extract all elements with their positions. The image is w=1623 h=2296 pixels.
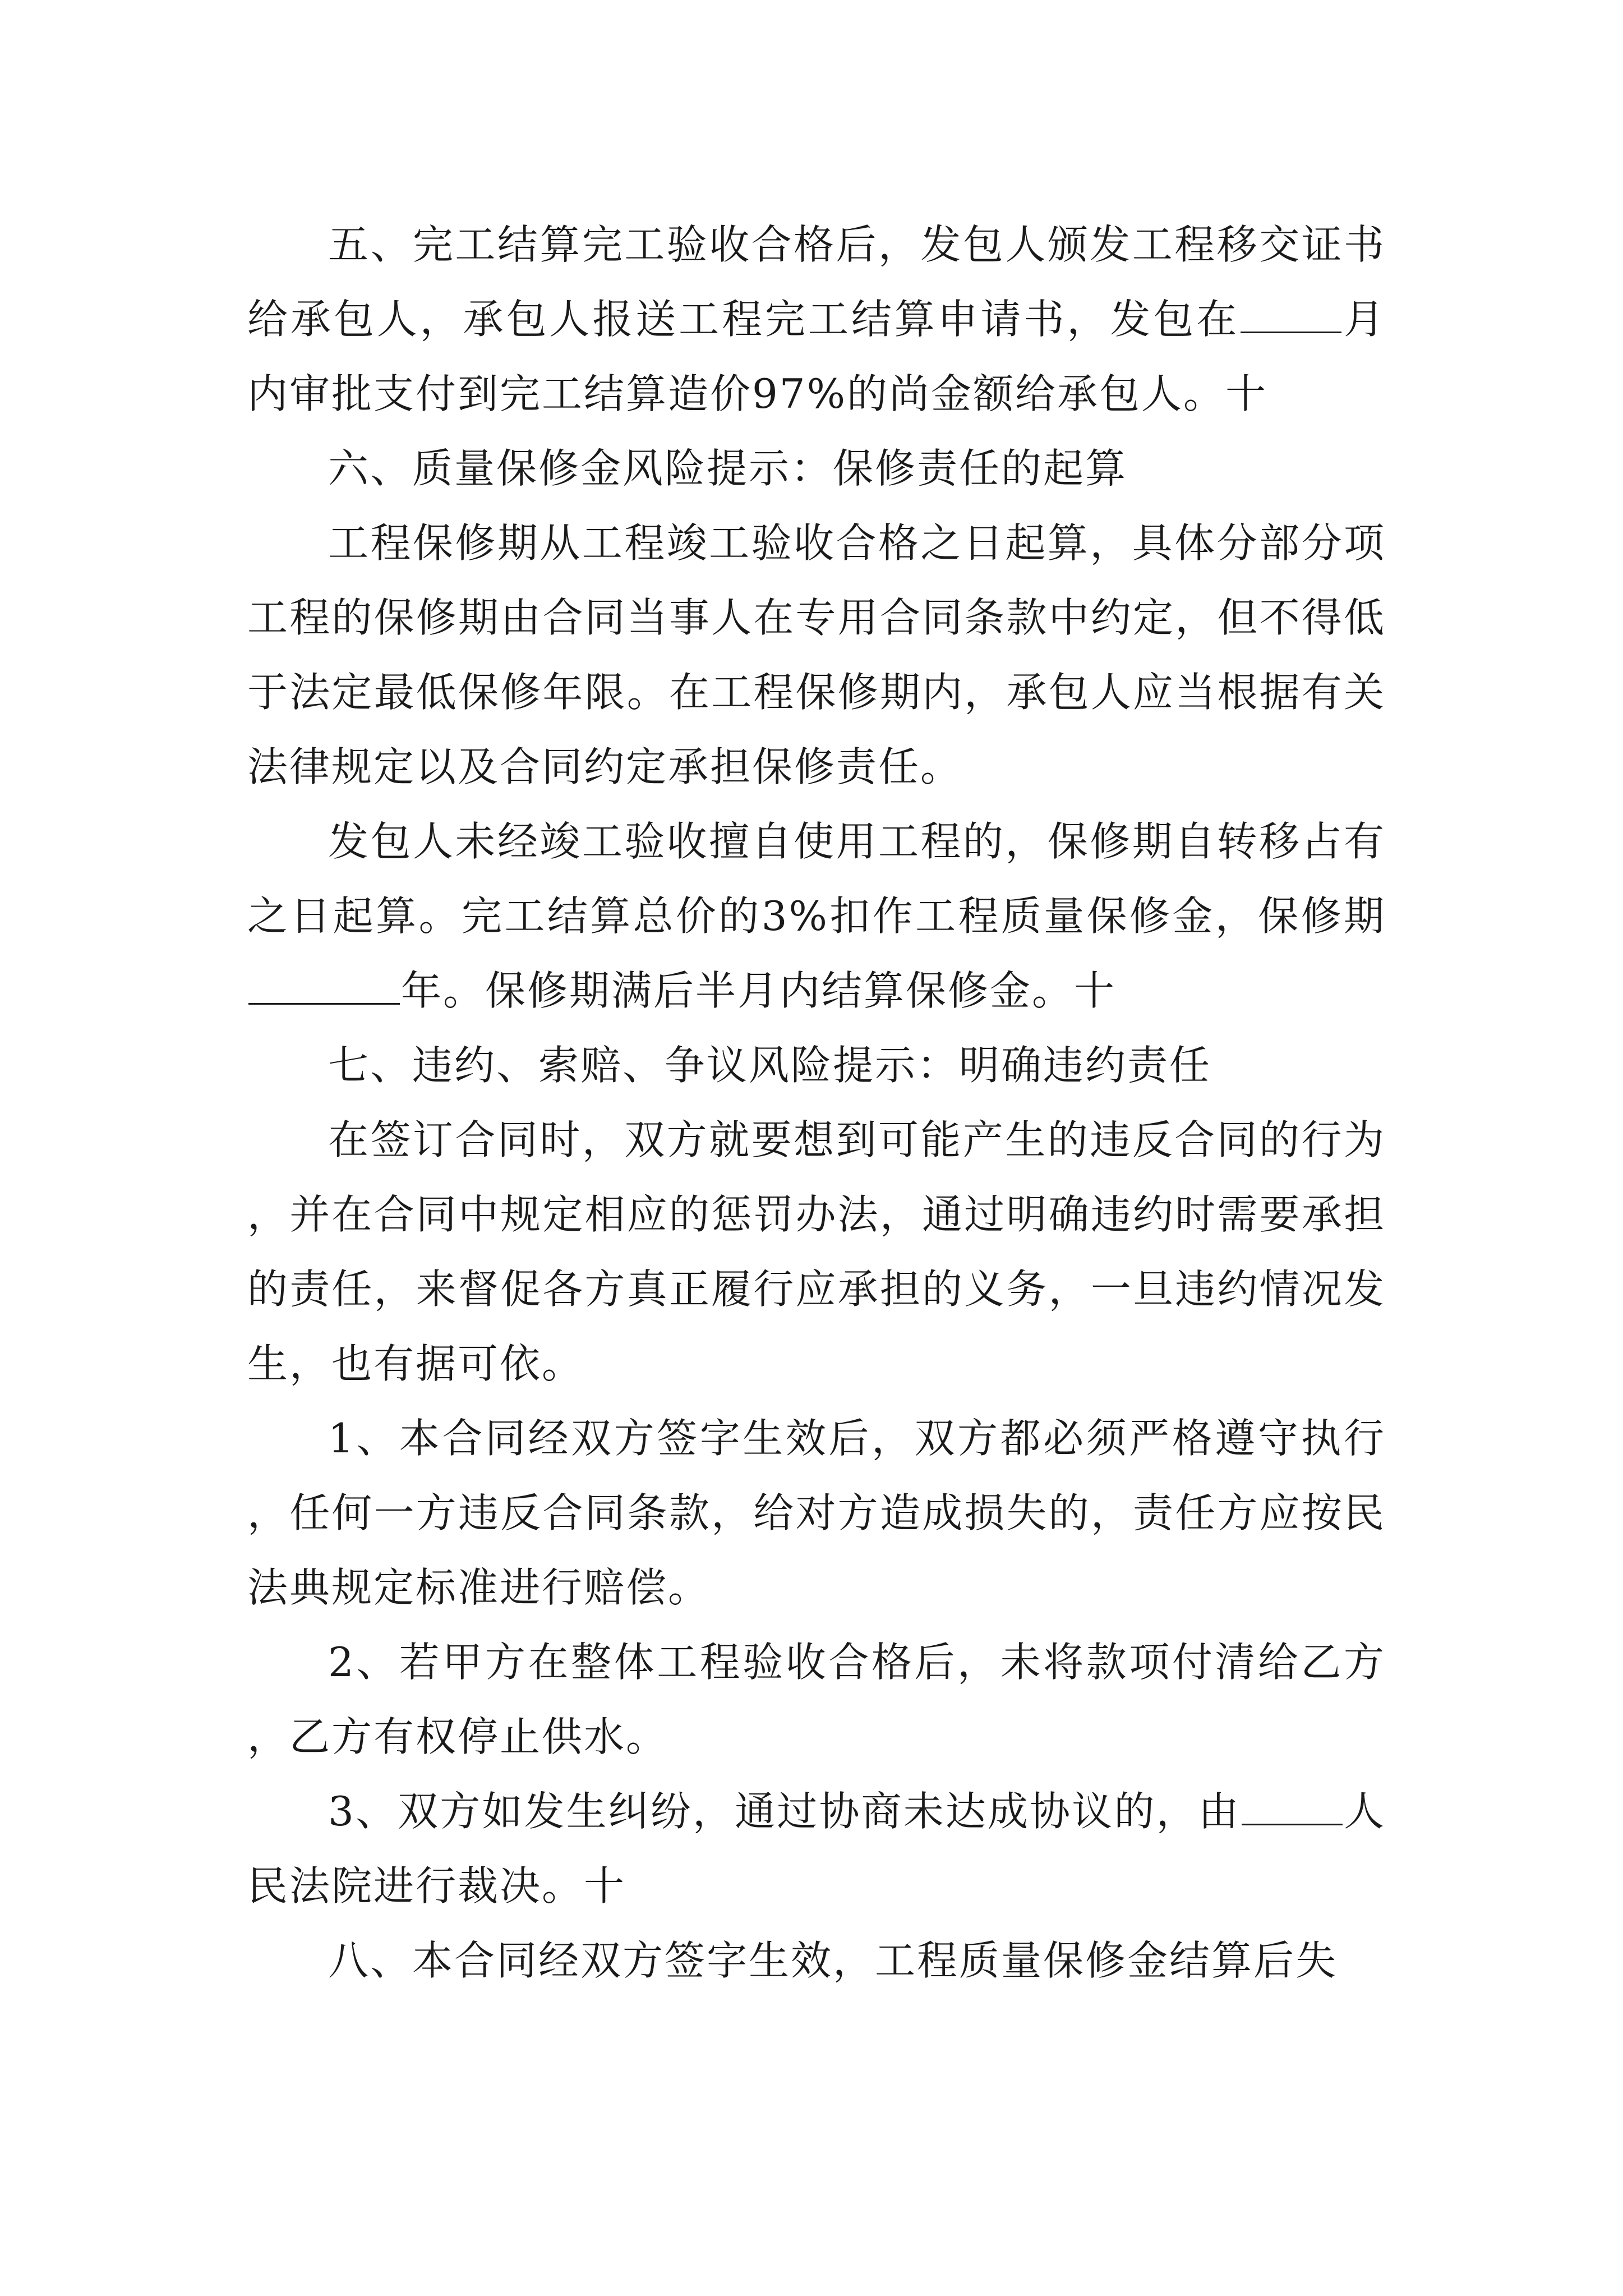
clause-seven-heading: 七、违约、索赔、争议风险提示：明确违约责任	[328, 1042, 1212, 1089]
document-body	[247, 208, 1386, 1998]
item-two-paragraph: 2、若甲方在整体工程验收合格后，未将款项付清给乙方，乙方有权停止供水。	[247, 1639, 1386, 1760]
item-three-text-b: 人民法院进行裁决。十	[247, 1788, 1386, 1910]
fill-in-blank-months	[1241, 295, 1341, 333]
item-one-paragraph: 1、本合同经双方签字生效后，双方都必须严格遵守执行，任何一方违反合同条款，给对方造成损失的，责任方应按民法典规定标准进行赔偿。	[247, 1415, 1386, 1611]
item-three-paragraph	[247, 1774, 1386, 1924]
warranty-start-paragraph: 工程保修期从工程竣工验收合格之日起算，具体分部分项工程的保修期由合同当事人在专用合同条款中约定，但不得低于法定最低保修年限。在工程保修期内，承包人应当根据有关法律规定以及合同约定承担保修责任。	[247, 519, 1386, 790]
clause-six-heading: 六、质量保修金风险提示：保修责任的起算	[328, 445, 1128, 492]
clause-five-text-a: 五、完工结算完工验收合格后，发包人颁发工程移交证书给承包人，承包人报送工程完工结算申请书，发包在	[247, 221, 1386, 343]
breach-liability-paragraph: 在签订合同时，双方就要想到可能产生的违反合同的行为，并在合同中规定相应的惩罚办法，通过明确违约时需要承担的责任，来督促各方真正履行应承担的义务，一旦违约情况发生，也有据可依。	[247, 1116, 1386, 1387]
clause-five-text-b: 月内审批支付到完工结算造价97%的尚金额给承包人。十	[247, 296, 1386, 417]
fill-in-blank-years	[248, 967, 400, 1005]
warranty-deposit-paragraph	[247, 804, 1386, 1028]
clause-eight-paragraph: 八、本合同经双方签字生效，工程质量保修金结算后失	[328, 1937, 1338, 1984]
warranty-deposit-text-b: 年。保修期满后半月内结算保修金。十	[401, 967, 1117, 1014]
item-three-text-a: 3、双方如发生纠纷，通过协商未达成协议的，由	[328, 1788, 1241, 1835]
fill-in-blank-court	[1242, 1787, 1343, 1825]
clause-five-paragraph	[247, 208, 1386, 431]
warranty-deposit-text-a: 发包人未经竣工验收擅自使用工程的，保修期自转移占有之日起算。完工结算总价的3%扣作工程质量保修金，保修期	[247, 818, 1386, 940]
